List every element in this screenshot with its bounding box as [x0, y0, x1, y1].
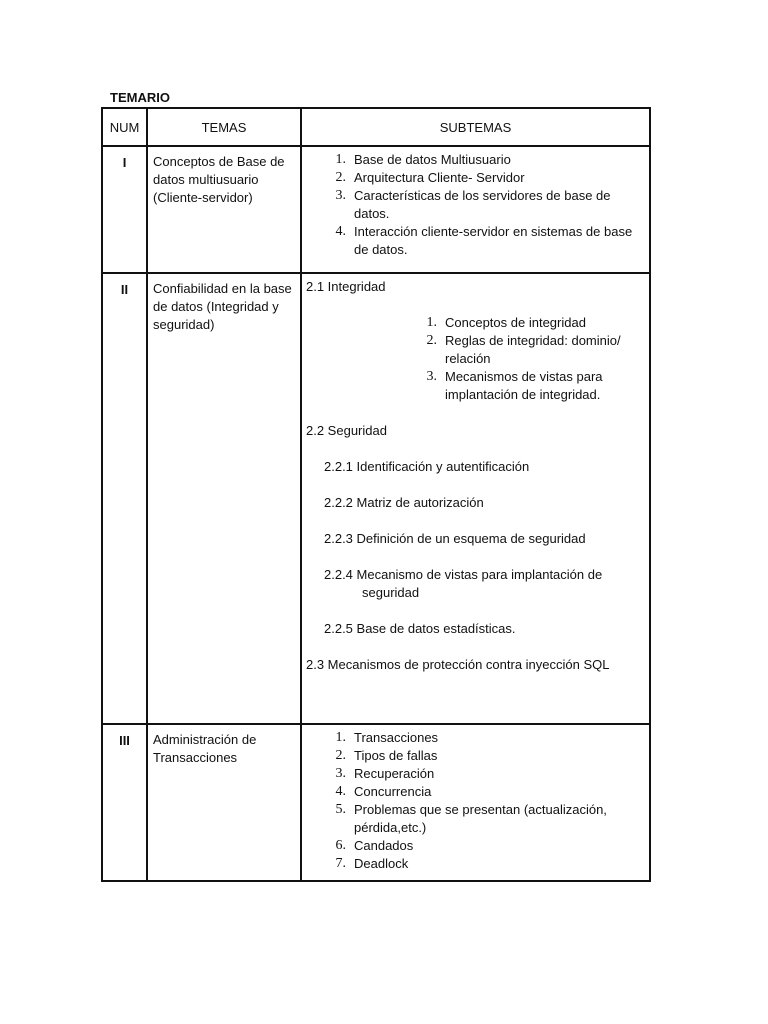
- section-heading: 2.1 Integridad: [306, 279, 386, 294]
- list-item: 5. Problemas que se presentan (actualización, pérdida,etc.): [335, 802, 607, 835]
- table-row: [102, 724, 650, 881]
- list-item: 3. Mecanismos de vistas para implantación de integridad.: [426, 369, 603, 402]
- list-item: 4. Interacción cliente-servidor en sistemas de base de datos.: [335, 224, 633, 257]
- syllabus-table: [101, 107, 651, 882]
- subtopic-list: [306, 729, 645, 873]
- subsection: 2.2.1 Identificación y autentificación: [324, 459, 530, 474]
- subsection: 2.2.2 Matriz de autorización: [324, 495, 484, 510]
- row-subtemas: [301, 146, 650, 273]
- subsection: 2.2.5 Base de datos estadísticas.: [324, 621, 516, 636]
- subsection: [306, 566, 645, 602]
- list-item: 7. Deadlock: [335, 856, 409, 871]
- row-num: III: [102, 724, 147, 881]
- list-item: 3. Características de los servidores de base de datos.: [335, 188, 611, 221]
- subtopic-list: [306, 314, 645, 404]
- subsection-continuation: seguridad: [362, 585, 420, 600]
- section-heading: 2.3 Mecanismos de protección contra inyección SQL: [306, 657, 610, 672]
- subsection: 2.2.3 Definición de un esquema de seguridad: [324, 531, 586, 546]
- header-row: [102, 108, 650, 146]
- list-item: 3. Recuperación: [335, 766, 435, 781]
- table-row: [102, 146, 650, 273]
- list-item: 2. Reglas de integridad: dominio/ relación: [426, 333, 621, 366]
- header-subtemas: SUBTEMAS: [301, 108, 650, 146]
- subsection-text: 2.2.4 Mecanismo de vistas para implantación de: [324, 567, 603, 582]
- list-item: 1. Transacciones: [335, 730, 439, 745]
- row-num: II: [102, 273, 147, 724]
- list-item: 1. Base de datos Multiusuario: [335, 152, 511, 167]
- row-num: I: [102, 146, 147, 273]
- subtopic-list: [306, 151, 645, 259]
- section-heading: 2.2 Seguridad: [306, 423, 387, 438]
- row-tema: Confiabilidad en la base de datos (Integridad y seguridad): [147, 273, 301, 724]
- list-item: 6. Candados: [335, 838, 414, 853]
- row-subtemas: [301, 273, 650, 724]
- table-row: [102, 273, 650, 724]
- list-item: 2. Tipos de fallas: [335, 748, 438, 763]
- header-temas: TEMAS: [147, 108, 301, 146]
- list-item: 1. Conceptos de integridad: [426, 315, 586, 330]
- row-tema: Conceptos de Base de datos multiusuario (Cliente-servidor): [147, 146, 301, 273]
- header-num: NUM: [102, 108, 147, 146]
- document-title: TEMARIO: [110, 90, 170, 105]
- list-item: 4. Concurrencia: [335, 784, 432, 799]
- row-tema: Administración de Transacciones: [147, 724, 301, 881]
- list-item: 2. Arquitectura Cliente- Servidor: [335, 170, 525, 185]
- row-subtemas: [301, 724, 650, 881]
